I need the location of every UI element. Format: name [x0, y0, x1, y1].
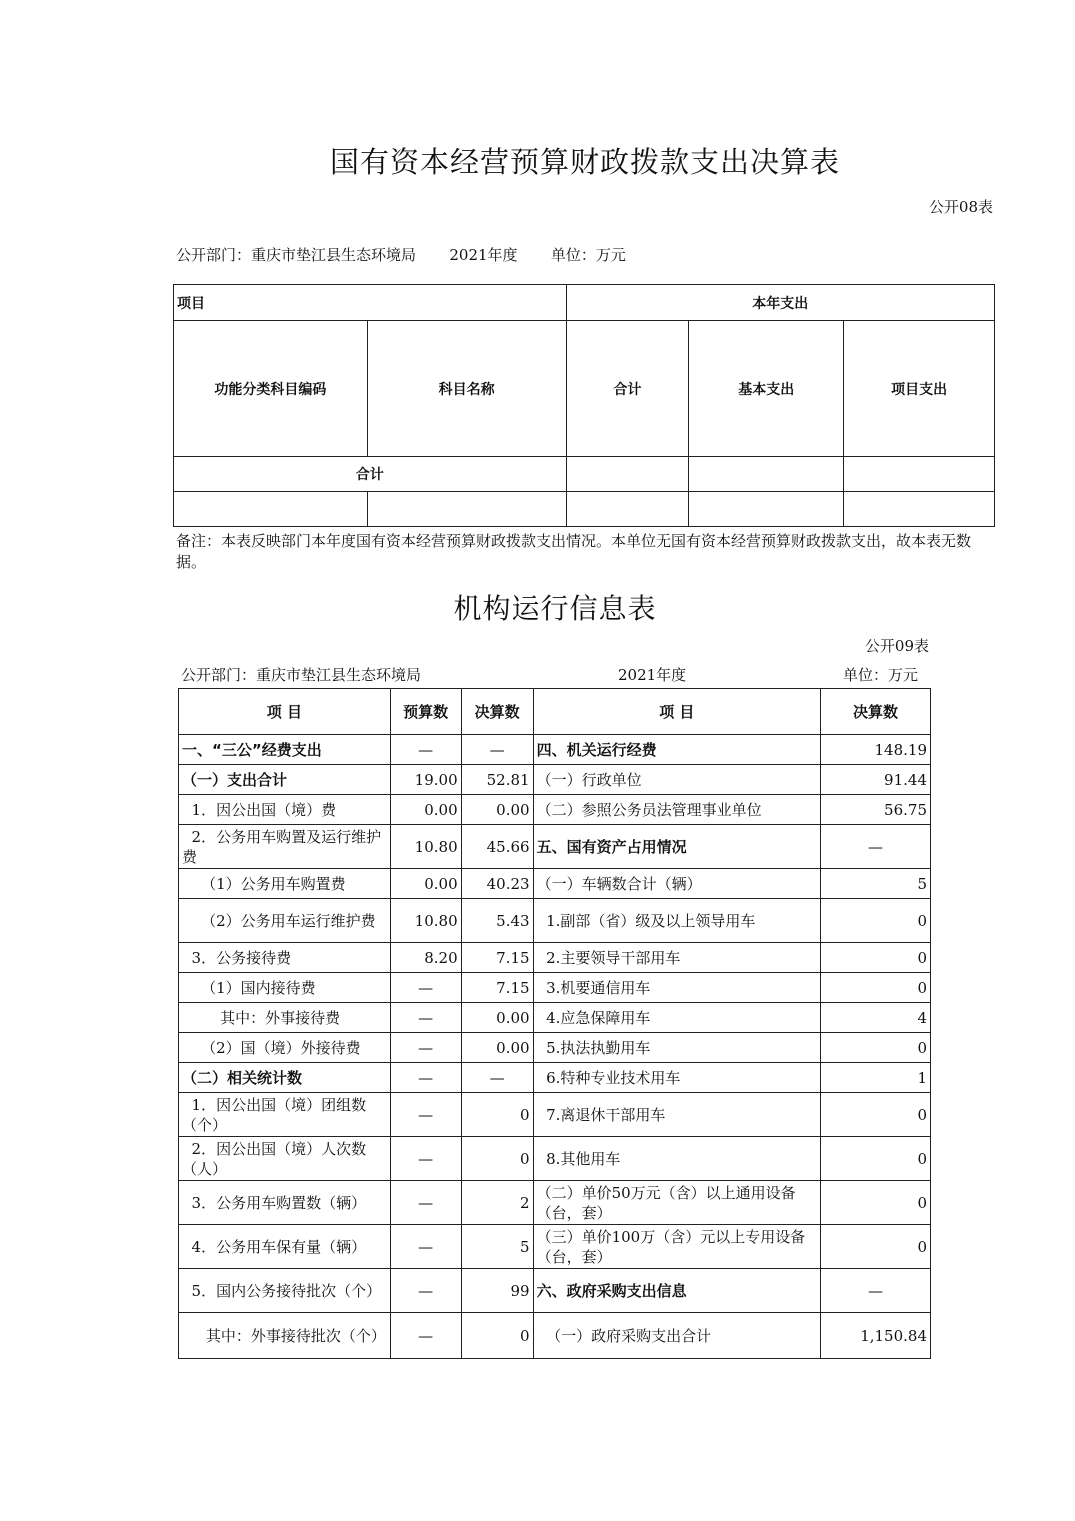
table8-note: 备注：本表反映部门本年度国有资本经营预算财政拨款支出情况。本单位无国有资本经营预算财政拨款支出，故本表无数据。: [176, 532, 972, 571]
final-value: 99: [461, 1269, 533, 1313]
left-item: 4．公务用车保有量（辆）: [179, 1225, 391, 1269]
budget-value: —: [390, 735, 461, 765]
budget-value: —: [390, 1137, 461, 1181]
empty-cell: [174, 492, 368, 527]
left-item: 1．因公出国（境）团组数（个）: [179, 1093, 391, 1137]
table8-number: 公开08表: [928, 198, 993, 216]
table-row: [179, 1137, 931, 1181]
budget-value: 10.80: [390, 825, 461, 869]
table8: [173, 284, 995, 527]
right-final-value: 91.44: [821, 765, 931, 795]
left-item: （2）国（境）外接待费: [179, 1033, 391, 1063]
project-cell: [844, 457, 995, 492]
basic-cell: [689, 457, 844, 492]
final-value: 0: [461, 1093, 533, 1137]
table8-meta: 公开部门：重庆市垫江县生态环境局 2021年度 单位：万元: [176, 246, 626, 264]
final-value: 5.43: [461, 899, 533, 943]
left-item: 2．因公出国（境）人次数（人）: [179, 1137, 391, 1181]
header-basic: 基本支出: [689, 321, 844, 457]
empty-cell: [844, 492, 995, 527]
final-value: 0: [461, 1137, 533, 1181]
header-name: 科目名称: [367, 321, 566, 457]
right-item: 六、政府采购支出信息: [533, 1269, 820, 1313]
right-final-value: 0: [821, 1137, 931, 1181]
left-item: 3．公务用车购置数（辆）: [179, 1181, 391, 1225]
table-row: [179, 1093, 931, 1137]
right-final-value: 0: [821, 899, 931, 943]
left-item: 其中：外事接待批次（个）: [179, 1313, 391, 1359]
right-item: （二）单价50万元（含）以上通用设备（台，套）: [533, 1181, 820, 1225]
header-current-year: 本年支出: [566, 285, 995, 321]
table-row: [179, 1225, 931, 1269]
final-value: 52.81: [461, 765, 533, 795]
final-value: 45.66: [461, 825, 533, 869]
right-item: 5.执法执勤用车: [533, 1033, 820, 1063]
empty-cell: [689, 492, 844, 527]
budget-value: 19.00: [390, 765, 461, 795]
table-row: [179, 765, 931, 795]
left-item: 3．公务接待费: [179, 943, 391, 973]
right-final-value: 1,150.84: [821, 1313, 931, 1359]
budget-value: —: [390, 1269, 461, 1313]
table-row: [179, 825, 931, 869]
left-item: 一、“三公”经费支出: [179, 735, 391, 765]
final-value: —: [461, 1063, 533, 1093]
table9-year: 2021年度: [618, 666, 687, 684]
header-right-final: 决算数: [821, 689, 931, 735]
table9: [178, 688, 931, 1359]
total-row-label: 合计: [174, 457, 567, 492]
right-final-value: 0: [821, 973, 931, 1003]
right-item: 四、机关运行经费: [533, 735, 820, 765]
table-row: [179, 1181, 931, 1225]
right-final-value: 4: [821, 1003, 931, 1033]
budget-value: 10.80: [390, 899, 461, 943]
right-final-value: 1: [821, 1063, 931, 1093]
table9-number: 公开09表: [864, 637, 929, 655]
budget-value: —: [390, 973, 461, 1003]
table-row: [179, 899, 931, 943]
left-item: （2）公务用车运行维护费: [179, 899, 391, 943]
final-value: 0.00: [461, 1003, 533, 1033]
budget-value: —: [390, 1093, 461, 1137]
right-final-value: 0: [821, 1225, 931, 1269]
budget-value: 8.20: [390, 943, 461, 973]
right-item: 6.特种专业技术用车: [533, 1063, 820, 1093]
left-item: 5．国内公务接待批次（个）: [179, 1269, 391, 1313]
left-item: 其中：外事接待费: [179, 1003, 391, 1033]
table-row: [179, 735, 931, 765]
budget-value: —: [390, 1181, 461, 1225]
budget-value: —: [390, 1033, 461, 1063]
right-final-value: 5: [821, 869, 931, 899]
final-value: 40.23: [461, 869, 533, 899]
final-value: 7.15: [461, 973, 533, 1003]
final-value: 2: [461, 1181, 533, 1225]
table8-title: 国有资本经营预算财政拨款支出决算表: [329, 145, 840, 179]
header-item: 项目: [174, 285, 567, 321]
left-item: （二）相关统计数: [179, 1063, 391, 1093]
header-code: 功能分类科目编码: [174, 321, 368, 457]
header-left-item: 项 目: [179, 689, 391, 735]
table-row: [179, 795, 931, 825]
right-item: 4.应急保障用车: [533, 1003, 820, 1033]
budget-value: 0.00: [390, 795, 461, 825]
right-item: 2.主要领导干部用车: [533, 943, 820, 973]
left-item: 1．因公出国（境）费: [179, 795, 391, 825]
budget-value: —: [390, 1003, 461, 1033]
budget-value: —: [390, 1225, 461, 1269]
right-final-value: 0: [821, 1033, 931, 1063]
header-final: 决算数: [461, 689, 533, 735]
final-value: 7.15: [461, 943, 533, 973]
total-cell: [566, 457, 689, 492]
table-row: [179, 1063, 931, 1093]
right-final-value: 148.19: [821, 735, 931, 765]
final-value: —: [461, 735, 533, 765]
table-row: [179, 973, 931, 1003]
right-item: 7.离退休干部用车: [533, 1093, 820, 1137]
right-final-value: 0: [821, 1093, 931, 1137]
right-item: （二）参照公务员法管理事业单位: [533, 795, 820, 825]
final-value: 0.00: [461, 795, 533, 825]
header-budget: 预算数: [390, 689, 461, 735]
right-item: （三）单价100万（含）元以上专用设备（台，套）: [533, 1225, 820, 1269]
right-item: （一）车辆数合计（辆）: [533, 869, 820, 899]
budget-value: 0.00: [390, 869, 461, 899]
final-value: 0: [461, 1313, 533, 1359]
table-row: [179, 1313, 931, 1359]
right-final-value: —: [821, 825, 931, 869]
left-item: （1）公务用车购置费: [179, 869, 391, 899]
right-item: 1.副部（省）级及以上领导用车: [533, 899, 820, 943]
right-final-value: 0: [821, 1181, 931, 1225]
right-item: 3.机要通信用车: [533, 973, 820, 1003]
table-row: [179, 1269, 931, 1313]
table-row: [179, 1033, 931, 1063]
right-final-value: 56.75: [821, 795, 931, 825]
left-item: （1）国内接待费: [179, 973, 391, 1003]
empty-cell: [367, 492, 566, 527]
right-item: 8.其他用车: [533, 1137, 820, 1181]
table9-title: 机构运行信息表: [453, 592, 657, 625]
final-value: 0.00: [461, 1033, 533, 1063]
table9-dept: 公开部门：重庆市垫江县生态环境局: [181, 666, 422, 684]
table-row: [179, 1003, 931, 1033]
budget-value: —: [390, 1313, 461, 1359]
budget-value: —: [390, 1063, 461, 1093]
right-item: （一）行政单位: [533, 765, 820, 795]
table9-unit: 单位：万元: [843, 666, 919, 684]
left-item: （一）支出合计: [179, 765, 391, 795]
table-row: [179, 869, 931, 899]
empty-cell: [566, 492, 689, 527]
header-right-item: 项 目: [533, 689, 820, 735]
right-item: （一）政府采购支出合计: [533, 1313, 820, 1359]
table-row: [179, 943, 931, 973]
left-item: 2．公务用车购置及运行维护费: [179, 825, 391, 869]
final-value: 5: [461, 1225, 533, 1269]
right-final-value: —: [821, 1269, 931, 1313]
right-item: 五、国有资产占用情况: [533, 825, 820, 869]
header-total: 合计: [566, 321, 689, 457]
right-final-value: 0: [821, 943, 931, 973]
header-project: 项目支出: [844, 321, 995, 457]
